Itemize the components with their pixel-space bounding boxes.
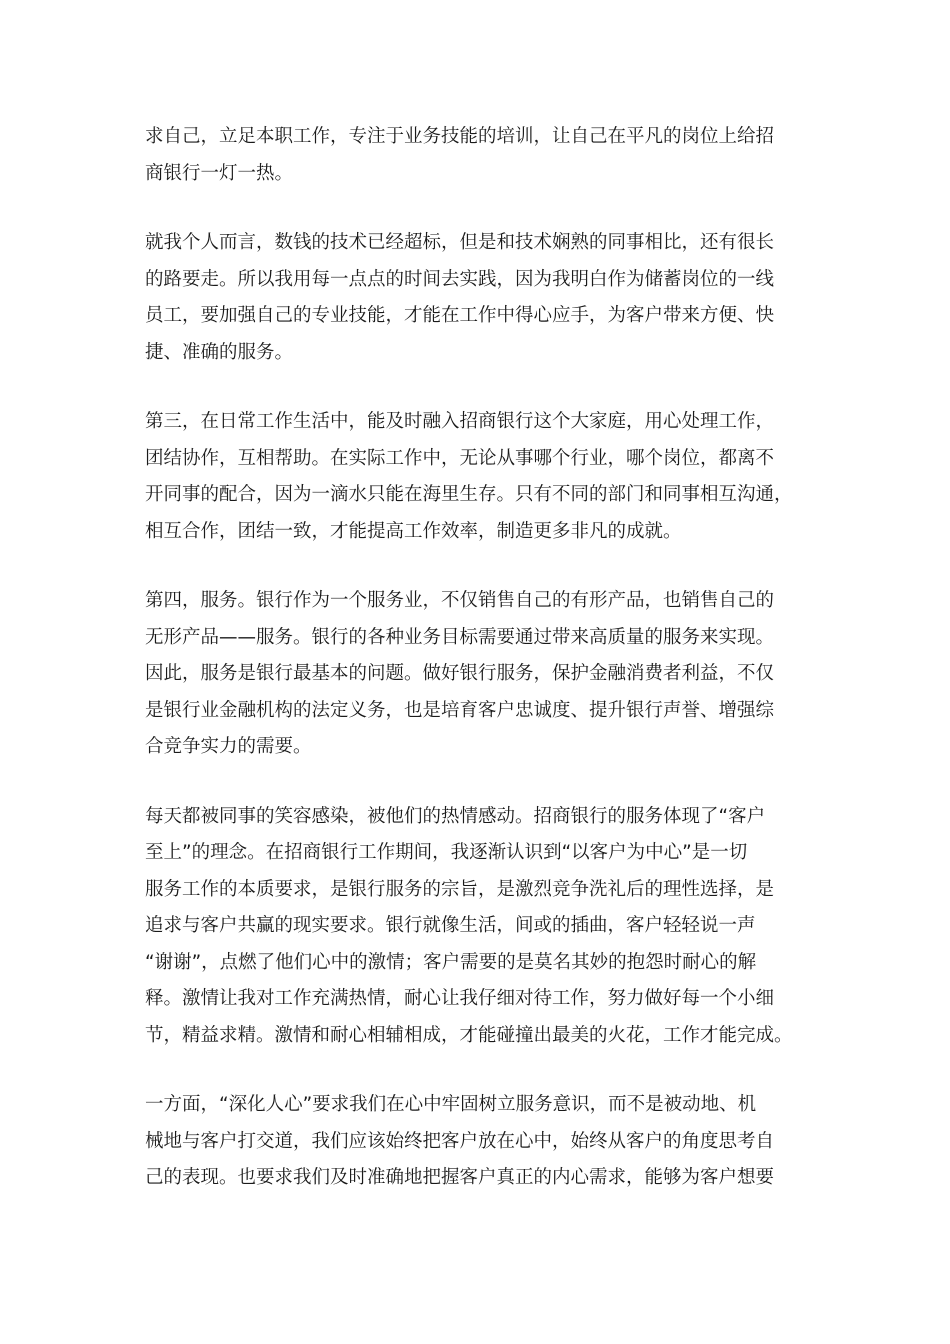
text-line: 员工，要加强自己的专业技能，才能在工作中得心应手，为客户带来方便、快 [145,305,775,326]
text-line: 至上”的理念。在招商银行工作期间，我逐渐认识到“以客户为中心”是一切 [145,842,748,863]
text-line: 服务工作的本质要求，是银行服务的宗旨，是激烈竞争洗礼后的理性选择，是 [145,878,775,900]
text-line: 商银行一灯一热。 [145,162,294,184]
text-line: 相互合作，团结一致，才能提高工作效率，制造更多非凡的成就。 [145,520,682,542]
paragraph-3 [145,404,810,550]
text-line: 追求与客户共赢的现实要求。银行就像生活，间或的插曲，客户轻轻说一声 [145,915,756,936]
paragraph-2 [145,225,810,371]
text-line: 无形产品——服务。银行的各种业务目标需要通过带来高质量的服务来实现。 [145,626,775,648]
text-line: 释。激情让我对工作充满热情，耐心让我仔细对待工作，努力做好每一个小细 [145,988,775,1009]
text-line: 求自己，立足本职工作，专注于业务技能的培训，让自己在平凡的岗位上给招 [145,126,775,147]
paragraph-5 [145,799,810,1055]
text-line: 械地与客户打交道，我们应该始终把客户放在心中，始终从客户的角度思考自 [145,1130,775,1152]
text-line: 因此，服务是银行最基本的问题。做好银行服务，保护金融消费者利益，不仅 [145,663,775,684]
text-line: 就我个人而言，数钱的技术已经超标，但是和技术娴熟的同事相比，还有很长 [145,232,775,253]
text-line: 合竞争实力的需要。 [145,736,312,757]
text-line: 是银行业金融机构的法定义务，也是培育客户忠诚度、提升银行声誉、增强综 [145,699,775,721]
text-line: 第四，服务。银行作为一个服务业，不仅销售自己的有形产品，也销售自己的 [145,590,775,611]
text-line: 己的表现。也要求我们及时准确地把握客户真正的内心需求，能够为客户想要 [145,1167,775,1188]
text-line: 一方面，“深化人心”要求我们在心中牢固树立服务意识，而不是被动地、机 [145,1094,757,1115]
text-line: 捷、准确的服务。 [145,341,294,363]
text-line: 团结协作，互相帮助。在实际工作中，无论从事哪个行业，哪个岗位，都离不 [145,447,775,469]
text-line: 的路要走。所以我用每一点点的时间去实践，因为我明白作为储蓄岗位的一线 [145,268,775,290]
paragraph-4 [145,583,810,766]
paragraph-6 [145,1087,810,1197]
text-line: 每天都被同事的笑容感染，被他们的热情感动。招商银行的服务体现了“客户 [145,805,766,827]
document-body [145,119,810,1230]
paragraph-1 [145,119,810,192]
text-line: 节，精益求精。激情和耐心相辅相成，才能碰撞出最美的火花，工作才能完成。 [145,1024,793,1046]
text-line: 开同事的配合，因为一滴水只能在海里生存。只有不同的部门和同事相互沟通， [145,484,793,505]
text-line: 第三，在日常工作生活中，能及时融入招商银行这个大家庭，用心处理工作， [145,411,775,432]
text-line: “谢谢”，点燃了他们心中的激情；客户需要的是莫名其妙的抱怨时耐心的解 [145,951,757,973]
